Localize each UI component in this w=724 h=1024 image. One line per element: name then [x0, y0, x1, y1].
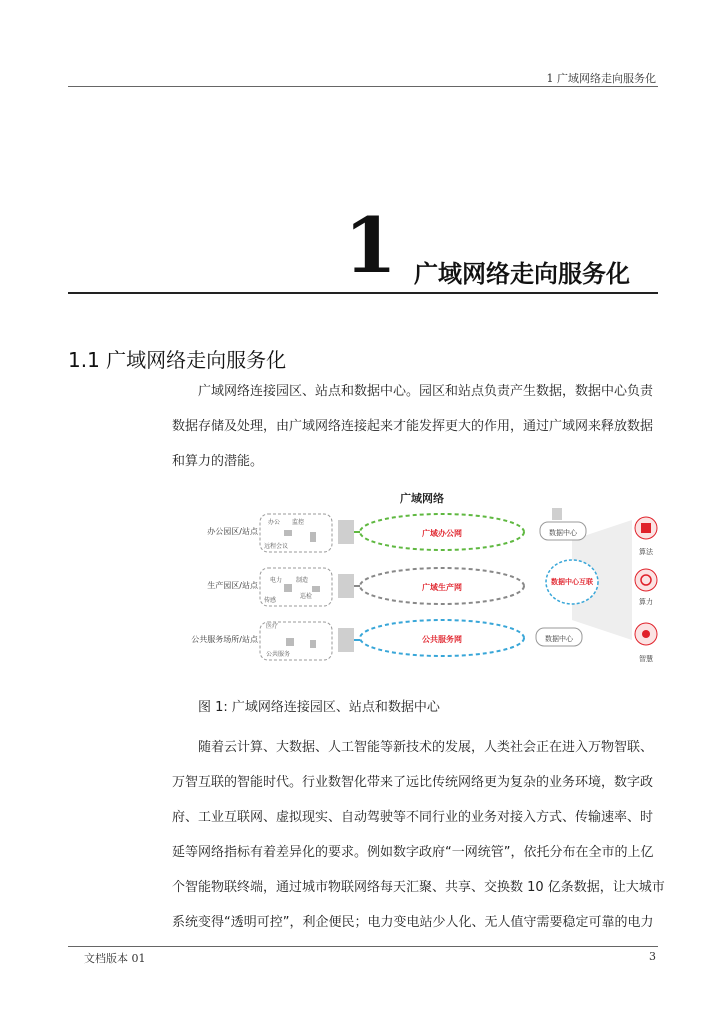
section-title: 1.1 广域网络走向服务化 — [68, 348, 287, 372]
paragraph-2 — [172, 738, 665, 948]
datacenter-icon — [552, 508, 562, 520]
small-label: 制造 — [296, 577, 309, 584]
chapter-title: 广域网络走向服务化 — [414, 260, 630, 288]
small-label: 医疗 — [266, 623, 279, 630]
right-icon-label: 算法 — [639, 548, 653, 556]
footer-doc-version: 文档版本 01 — [84, 952, 146, 965]
header-running-title: 1 广域网络走向服务化 — [546, 72, 656, 85]
compute-icon — [635, 569, 657, 591]
figure-caption: 图 1: 广域网络连接园区、站点和数据中心 — [198, 700, 440, 715]
paragraph-line: 府、工业互联网、虚拟现实、自动驾驶等不同行业的业务对接入方式、传输速率、时 — [172, 810, 654, 825]
datacenter-label: 数据中心 — [545, 635, 573, 643]
footer-rule — [68, 946, 658, 947]
intelligence-icon-glyph — [642, 630, 650, 638]
sensor-icon — [312, 586, 320, 592]
factory-building-icon — [338, 574, 354, 598]
left-label-office: 办公园区/站点 — [207, 527, 258, 536]
algorithm-icon-glyph — [641, 523, 651, 533]
right-icon-label: 算力 — [639, 598, 653, 606]
computer-icon — [284, 530, 292, 536]
footer-page-number: 3 — [649, 950, 656, 963]
paragraph-line: 随着云计算、大数据、人工智能等新技术的发展，人类社会正在进入万物智联、 — [198, 740, 654, 755]
small-label: 公共服务 — [266, 651, 291, 658]
cloud-label: 公共服务网 — [422, 635, 462, 644]
wan-diagram-svg — [172, 490, 662, 672]
paragraph-line: 系统变得“透明可控”，利企便民；电力变电站少人化、无人值守需要稳定可靠的电力 — [172, 915, 654, 930]
cloud-label: 广域办公网 — [422, 529, 462, 538]
small-label: 电力 — [270, 577, 283, 584]
small-label: 巡检 — [300, 593, 313, 600]
factory-icon — [284, 584, 292, 592]
chapter-rule — [68, 292, 658, 294]
office-building-icon — [338, 520, 354, 544]
chapter-number: 1 — [344, 201, 397, 290]
cloud-label: 广域生产网 — [422, 583, 462, 592]
figure-title: 广域网络 — [400, 492, 444, 505]
small-label: 远程会议 — [264, 543, 289, 550]
right-icon-label: 智慧 — [639, 655, 653, 663]
small-label: 传感 — [264, 597, 277, 604]
paragraph-line: 万智互联的智能时代。行业数智化带来了远比传统网络更为复杂的业务环境，数字政 — [172, 775, 654, 790]
small-label: 办公 — [268, 519, 281, 526]
public-building-icon — [338, 628, 354, 652]
left-label-public: 公共服务场所/站点 — [191, 635, 258, 644]
header-rule — [68, 86, 658, 87]
paragraph-line: 个智能物联终端，通过城市物联网络每天汇聚、共享、交换数 10 亿条数据，让大城市 — [172, 880, 665, 895]
paragraph-line: 和算力的潜能。 — [172, 454, 264, 469]
datacenter-label: 数据中心 — [549, 529, 577, 537]
paragraph-line: 数据存储及处理，由广域网络连接起来才能发挥更大的作用，通过广域网来释放数据 — [172, 419, 654, 434]
camera-icon — [310, 532, 316, 542]
paragraph-line: 延等网络指标有着差异化的要求。例如数字政府“一网统管”，依托分布在全市的上亿 — [172, 845, 654, 860]
dc-interconnect-label: 数据中心互联 — [551, 578, 593, 586]
small-label: 监控 — [292, 519, 305, 526]
left-label-production: 生产园区/站点 — [207, 581, 258, 590]
figure-wan-diagram — [172, 490, 662, 672]
paragraph-1 — [172, 382, 658, 487]
kiosk-icon — [310, 640, 316, 648]
hospital-icon — [286, 638, 294, 646]
paragraph-line: 广域网络连接园区、站点和数据中心。园区和站点负责产生数据，数据中心负责 — [198, 384, 654, 399]
